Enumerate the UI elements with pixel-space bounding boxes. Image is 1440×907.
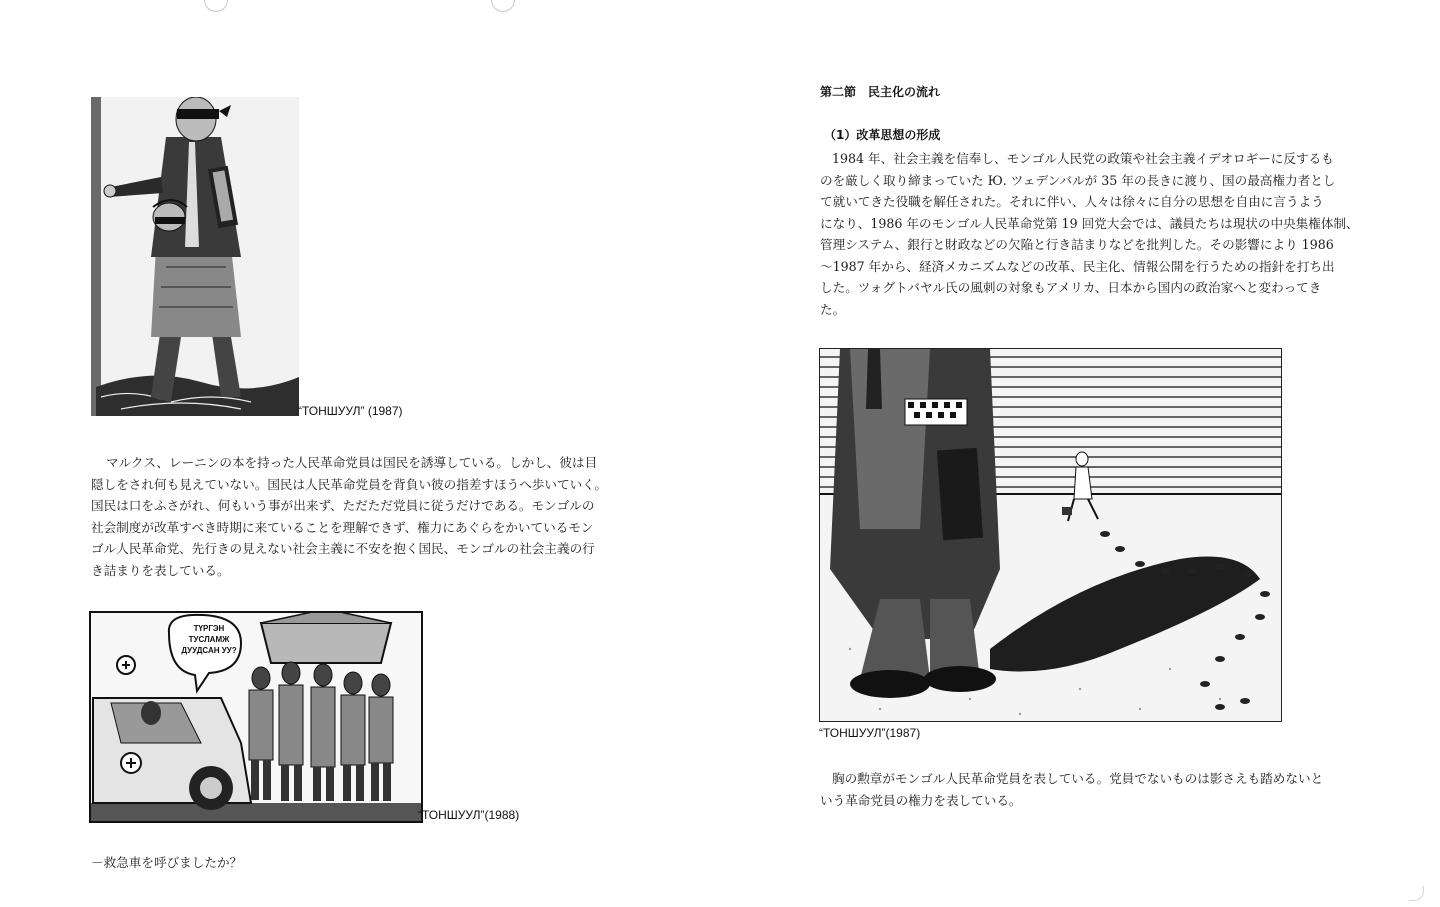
cartoon-blindfolded-party-member (91, 97, 299, 416)
text-line: いう革命党員の権力を表している。 (820, 792, 1022, 808)
text-line: マルクス、レーニンの本を持った人民革命党員は国民を誘導している。しかし、彼は目 (106, 455, 598, 470)
text-line: た。 (820, 301, 846, 317)
left-paragraph-1 (91, 452, 607, 581)
right-page (720, 0, 1440, 907)
figure-1-caption: “ТОНШУУЛ” (1987) (298, 404, 403, 418)
text-line: のを厳しく取り締まっていた Ю. ツェデンバルが 35 年の長きに渡り、国の最高権力者とし (820, 172, 1336, 188)
text-line: き詰まりを表している。 (91, 562, 230, 578)
speech-line: ТҮРГЭН (193, 624, 225, 633)
text-line: ～1987 年から、経済メカニズムなどの改革、民主化、情報公開を行うための指針を打ち出 (820, 258, 1335, 274)
page-corner-mark (1409, 886, 1424, 901)
section-title: 第二節 民主化の流れ (820, 85, 941, 99)
cartoon-3-drawing (820, 349, 1281, 721)
binding-hole-left (204, 0, 228, 12)
binding-hole-right (491, 0, 515, 12)
right-paragraph-1 (820, 148, 1359, 320)
text-line: 1984 年、社会主義を信奉し、モンゴル人民党の政策や社会主義イデオロギーに反するも (832, 151, 1334, 166)
text-line: 管理システム、銀行と財政などの欠陥と行き詰まりなどを批判した。その影響により 1986 (820, 237, 1334, 252)
text-line: した。ツォグトバヤル氏の風刺の対象もアメリカ、日本から国内の政治家へと変わってき (820, 280, 1322, 295)
text-line: 胸の勲章がモンゴル人民革命党員を表している。党員でないものは影さえも踏めないと (832, 771, 1324, 786)
speech-line: ДУУДСАН УУ? (181, 646, 237, 655)
text-line: 隠しをされ何も見えていない。国民は人民革命党員を背負い彼の指差すほうへ歩いていく。 (91, 476, 608, 492)
cartoon-1-drawing (91, 97, 299, 416)
text-line: ゴル人民革命党、先行きの見えない社会主義に不安を抱く国民、モンゴルの社会主義の行 (91, 541, 595, 556)
figure-2-caption: “ТОНШУУЛ”(1988) (418, 808, 520, 822)
cartoon-2-drawing (91, 613, 421, 821)
cartoon-party-member-shadow (819, 348, 1282, 722)
figure-2-note: －救急車を呼びましたか？ (91, 855, 243, 870)
text-line: 社会制度が改革すべき時期に来ていることを理解できず、権力にあぐらをかいているモン (91, 519, 594, 535)
text-line: て就いてきた役職を解任された。それに伴い、人々は徐々に自分の思想を自由に言うよう (820, 194, 1324, 209)
speech-bubble-text (171, 623, 247, 656)
subsection-title: （1）改革思想の形成 (824, 128, 941, 142)
cartoon-ambulance (89, 611, 423, 823)
speech-line: ТУСЛАМЖ (188, 635, 230, 644)
figure-3-caption: “ТОНШУУЛ”(1987) (819, 726, 921, 740)
text-line: になり、1986 年のモンゴル人民革命党第 19 回党大会では、議員たちは現状の中央集権体制、 (820, 215, 1359, 231)
right-paragraph-2 (820, 768, 1323, 811)
text-line: 国民は口をふさがれ、何もいう事が出来ず、ただただ党員に従うだけである。モンゴルの (91, 498, 595, 513)
